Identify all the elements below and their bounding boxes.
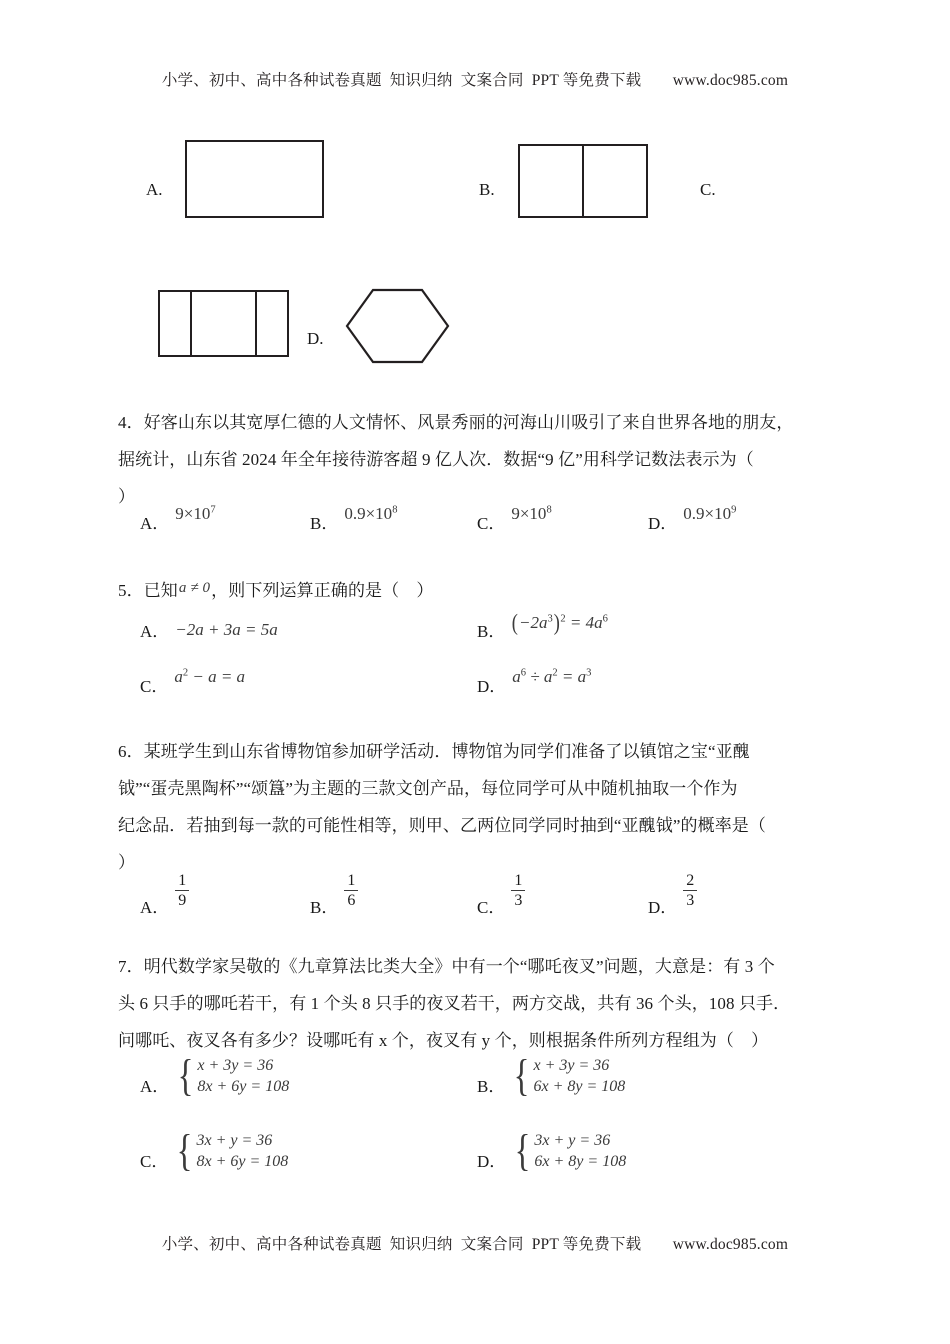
option-expression [344, 504, 397, 524]
question-6-stem [118, 733, 848, 881]
question-4-option-b[interactable] [310, 504, 398, 533]
expr-a1: a [512, 667, 521, 686]
expr-exp-2: 2 [552, 667, 558, 679]
question-5-option-d[interactable] [477, 667, 592, 696]
option-equation-system [175, 1050, 290, 1100]
equation-1: 3x + y = 36 [196, 1132, 273, 1149]
fraction-numerator: 2 [686, 872, 695, 889]
fraction-denominator: 3 [686, 892, 695, 910]
question-4-line-2: 据统计，山东省 2024 年全年接待游客超 9 亿人次．数据“9 亿”用科学记数法表示为（ [118, 450, 754, 469]
expr-base: 0.9 [344, 504, 366, 523]
expr-divide: ÷ a [526, 667, 553, 686]
question-4-line-3: ） [118, 487, 136, 506]
expr-a: a [174, 667, 183, 686]
question-6-line-4: ） [118, 853, 136, 872]
question-7-option-a[interactable] [140, 1050, 290, 1100]
brace-icon: { [513, 1050, 530, 1100]
expr-times: ×10 [183, 504, 211, 523]
paren-close: ) [553, 610, 560, 635]
fraction-numerator: 1 [514, 872, 523, 889]
figure-option-a-label: A. [146, 180, 163, 199]
equation-2: 8x + 6y = 108 [196, 1153, 289, 1170]
question-6-option-d[interactable] [648, 872, 697, 917]
option-fraction [511, 872, 525, 910]
option-label: A． [140, 1077, 170, 1096]
option-expression [512, 667, 591, 687]
question-4-option-c[interactable] [477, 504, 552, 533]
question-4-option-a[interactable] [140, 504, 216, 533]
question-4-stem [118, 404, 838, 515]
question-4-option-d[interactable] [648, 504, 737, 533]
option-label: C． [477, 897, 506, 917]
option-label: C． [477, 514, 506, 533]
expr-outer-exponent: 2 [560, 613, 566, 625]
expr-inner: −2a [518, 613, 548, 632]
expr-exponent: 7 [210, 504, 216, 516]
option-label: C． [140, 1152, 169, 1171]
option-label: D． [477, 1152, 507, 1171]
option-label: D． [648, 514, 678, 533]
question-5-stem-condition: a ≠ 0 [178, 580, 211, 596]
expr-equals: = 4a [565, 613, 603, 632]
brace-icon: { [514, 1125, 531, 1175]
expr-times: ×10 [365, 504, 393, 523]
shape-rectangle-b [518, 144, 648, 218]
fraction-numerator: 1 [347, 872, 356, 889]
expr-base: 9 [511, 504, 520, 523]
option-label: D． [648, 897, 678, 917]
equation-1: 3x + y = 36 [534, 1132, 611, 1149]
expr-equals: = a [557, 667, 587, 686]
question-5-stem-prefix: 5．已知 [118, 581, 178, 600]
question-6-option-c[interactable] [477, 872, 525, 917]
figure-option-c-label: C. [700, 180, 716, 199]
question-5-option-b[interactable] [477, 610, 608, 641]
expr-rest: − a = a [188, 667, 246, 686]
question-6-options [140, 872, 860, 924]
option-fraction [683, 872, 697, 910]
option-equation-system [174, 1125, 289, 1175]
expr-base: 0.9 [683, 504, 705, 523]
expr-times: ×10 [704, 504, 732, 523]
option-fraction [175, 872, 189, 910]
expr-times: ×10 [519, 504, 547, 523]
brace-icon: { [176, 1125, 193, 1175]
question-7-options [140, 1050, 860, 1195]
question-5-options [140, 610, 860, 710]
equation-1: x + 3y = 36 [197, 1057, 274, 1074]
option-label: B． [310, 514, 339, 533]
question-6-line-2: 钺”“蛋壳黑陶杯”“颂簋”为主题的三款文创产品，每位同学可从中随机抽取一个作为 [118, 779, 738, 798]
footer-watermark: 小学、初中、高中各种试卷真题 知识归纳 文案合同 PPT 等免费下载 www.doc985.com [161, 1236, 789, 1253]
fraction-denominator: 9 [178, 892, 187, 910]
paren-open: ( [512, 610, 519, 635]
fraction-bar [683, 890, 697, 891]
brace-icon: { [177, 1050, 194, 1100]
expr-exponent: 8 [546, 504, 552, 516]
question-7-option-b[interactable] [477, 1050, 626, 1100]
expr-result-exponent: 6 [602, 613, 608, 625]
question-7-option-d[interactable] [477, 1125, 627, 1175]
expr-exp-3: 3 [586, 667, 592, 679]
expr-exponent: 2 [182, 667, 189, 679]
question-4-options [140, 504, 860, 544]
question-7-line-3: 问哪吒、夜叉各有多少？设哪吒有 x 个，夜叉有 y 个，则根据条件所列方程组为（ ） [118, 1031, 769, 1050]
expr-exponent: 9 [731, 504, 737, 516]
option-label: D． [477, 677, 507, 696]
option-expression [511, 608, 608, 634]
option-expression: −2a + 3a = 5a [175, 620, 278, 639]
option-expression [175, 504, 215, 524]
shape-hexagon-d [345, 288, 450, 369]
fraction-bar [344, 890, 358, 891]
option-label: C． [140, 677, 169, 696]
option-expression [511, 504, 551, 524]
fraction-numerator: 1 [178, 872, 187, 889]
shape-rectangle-c [158, 290, 289, 357]
option-expression [174, 667, 245, 687]
question-6-line-3: 纪念品．若抽到每一款的可能性相等，则甲、乙两位同学同时抽到“亚醜钺”的概率是（ [118, 816, 766, 835]
option-equation-system [511, 1050, 626, 1100]
question-5-stem-suffix: ，则下列运算正确的是（ ） [211, 581, 434, 600]
option-label: A． [140, 622, 170, 641]
equation-2: 8x + 6y = 108 [197, 1078, 290, 1095]
question-4-line-1: 4．好客山东以其宽厚仁德的人文情怀、风景秀丽的河海山川吸引了来自世界各地的朋友， [118, 413, 794, 432]
question-6-option-b[interactable] [310, 872, 358, 917]
header-watermark: 小学、初中、高中各种试卷真题 知识归纳 文案合同 PPT 等免费下载 www.doc985.com [161, 72, 789, 89]
question-5-option-a[interactable] [140, 620, 278, 640]
question-7-stem [118, 948, 858, 1059]
shape-divider [582, 144, 584, 218]
shape-divider [255, 290, 257, 357]
fraction-bar [175, 890, 189, 891]
figure-option-b-label: B. [479, 180, 495, 199]
option-label: B． [310, 897, 339, 917]
question-7-line-1: 7．明代数学家吴敬的《九章算法比类大全》中有一个“哪吒夜叉”问题，大意是：有 3 个 [118, 957, 775, 976]
figure-option-d-label: D. [307, 329, 324, 348]
question-6-line-1: 6．某班学生到山东省博物馆参加研学活动．博物馆为同学们准备了以镇馆之宝“亚醜 [118, 742, 750, 761]
option-label: B． [477, 1077, 506, 1096]
question-7-line-2: 头 6 只手的哪吒若干，有 1 个头 8 只手的夜叉若干，两方交战，共有 36 个头，108 只手． [118, 994, 791, 1013]
expr-exponent: 8 [392, 504, 398, 516]
option-fraction [344, 872, 358, 910]
fraction-denominator: 6 [347, 892, 356, 910]
equation-2: 6x + 8y = 108 [533, 1078, 626, 1095]
question-5-stem [118, 572, 838, 611]
equation-1: x + 3y = 36 [533, 1057, 610, 1074]
option-label: A． [140, 897, 170, 917]
option-expression [683, 504, 736, 524]
question-7-option-c[interactable] [140, 1125, 289, 1175]
expr-inner-exponent: 3 [547, 613, 553, 625]
option-label: A． [140, 514, 170, 533]
shape-divider [190, 290, 192, 357]
option-equation-system [512, 1125, 627, 1175]
option-label: B． [477, 622, 506, 641]
expr-exp-1: 6 [520, 667, 527, 679]
fraction-denominator: 3 [514, 892, 523, 910]
shape-rectangle-a [185, 140, 324, 218]
equation-2: 6x + 8y = 108 [534, 1153, 627, 1170]
fraction-bar [511, 890, 525, 891]
question-6-option-a[interactable] [140, 872, 189, 917]
question-5-option-c[interactable] [140, 667, 246, 696]
expr-base: 9 [175, 504, 184, 523]
